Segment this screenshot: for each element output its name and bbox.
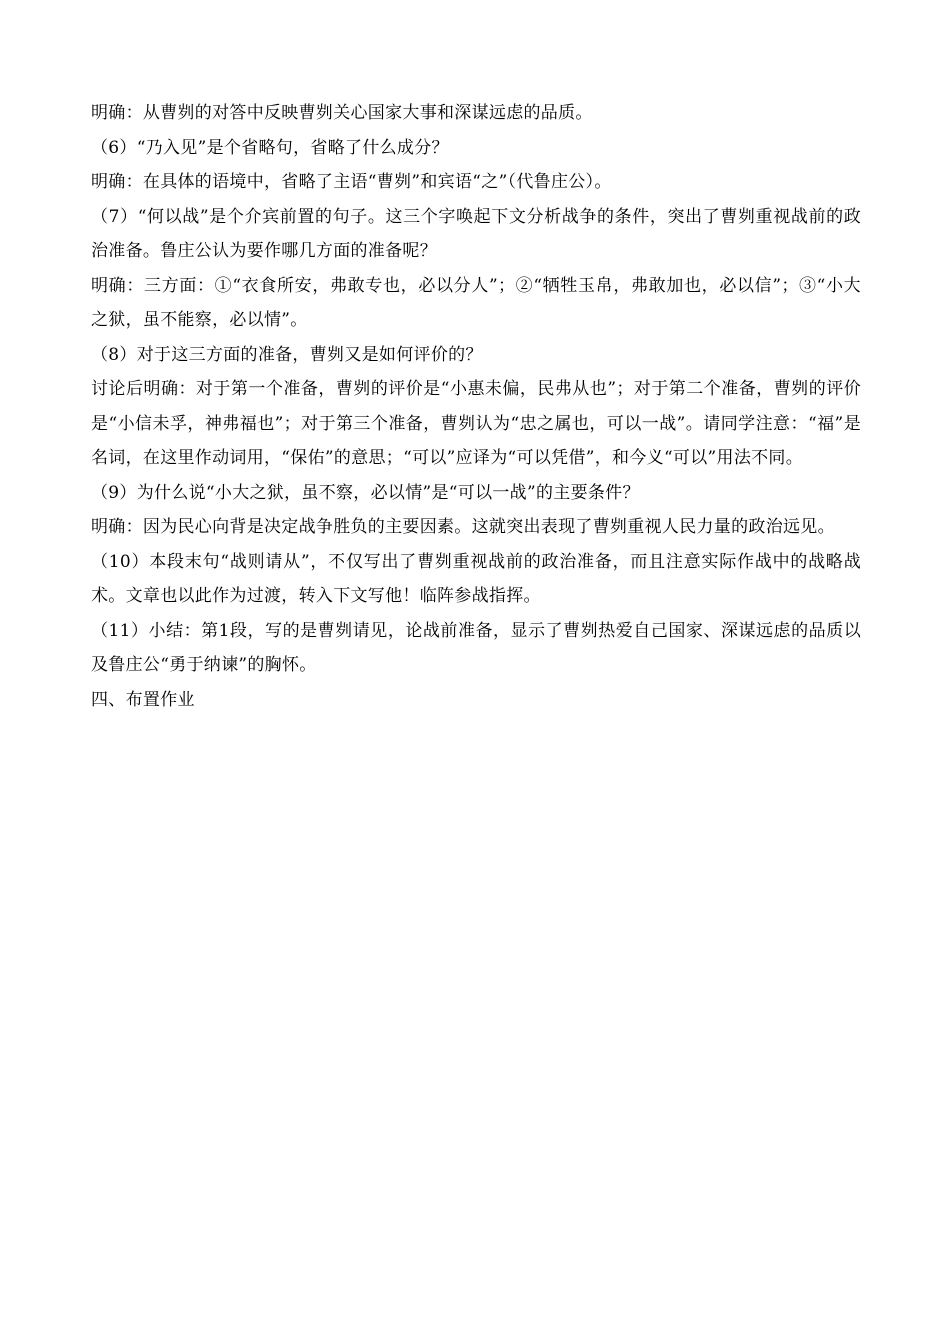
document-page bbox=[91, 96, 861, 717]
summary-11: （11）小结：第1段，写的是曹刿请见，论战前准备，显示了曹刿热爱自己国家、深谋远虑的品质以及鲁庄公“勇于纳谏”的胸怀。 bbox=[91, 620, 861, 675]
answer-6: 明确：在具体的语境中，省略了主语“曹刿”和宾语“之”（代鲁庄公）。 bbox=[91, 172, 612, 192]
section-heading-homework: 四、布置作业 bbox=[91, 689, 195, 710]
answer-8: 讨论后明确：对于第一个准备，曹刿的评价是“小惠未偏，民弗从也”；对于第二个准备，曹刿的评价是“小信未孚，神弗福也”；对于第三个准备，曹刿认为“忠之属也，可以一战”。请同学注意：“福”是名词，在这里作动词用，“保佑”的意思；“可以”应译为“可以凭借”，和今义“可以”用法不同。 bbox=[91, 379, 861, 468]
point-10: （10）本段末句“战则请从”，不仅写出了曹刿重视战前的政治准备，而且注意实际作战中的战略战术。文章也以此作为过渡，转入下文写他！临阵参战指挥。 bbox=[91, 551, 861, 606]
question-8: （8）对于这三方面的准备，曹刿又是如何评价的？ bbox=[91, 344, 483, 365]
answer-9: 明确：因为民心向背是决定战争胜负的主要因素。这就突出表现了曹刿重视人民力量的政治远见。 bbox=[91, 517, 835, 537]
answer-7: 明确：三方面：①“衣食所安，弗敢专也，必以分人”；②“牺牲玉帛，弗敢加也，必以信”；③“小大之狱，虽不能察，必以情”。 bbox=[91, 275, 861, 330]
question-6: （6）“乃入见”是个省略句，省略了什么成分？ bbox=[91, 137, 449, 158]
question-7: （7）“何以战”是个介宾前置的句子。这三个字唤起下文分析战争的条件，突出了曹刿重视战前的政治准备。鲁庄公认为要作哪几方面的准备呢？ bbox=[91, 206, 861, 261]
question-9: （9）为什么说“小大之狱，虽不察，必以情”是“可以一战”的主要条件？ bbox=[91, 482, 640, 503]
paragraph-conclusion-1: 明确：从曹刿的对答中反映曹刿关心国家大事和深谋远虑的品质。 bbox=[91, 103, 593, 123]
